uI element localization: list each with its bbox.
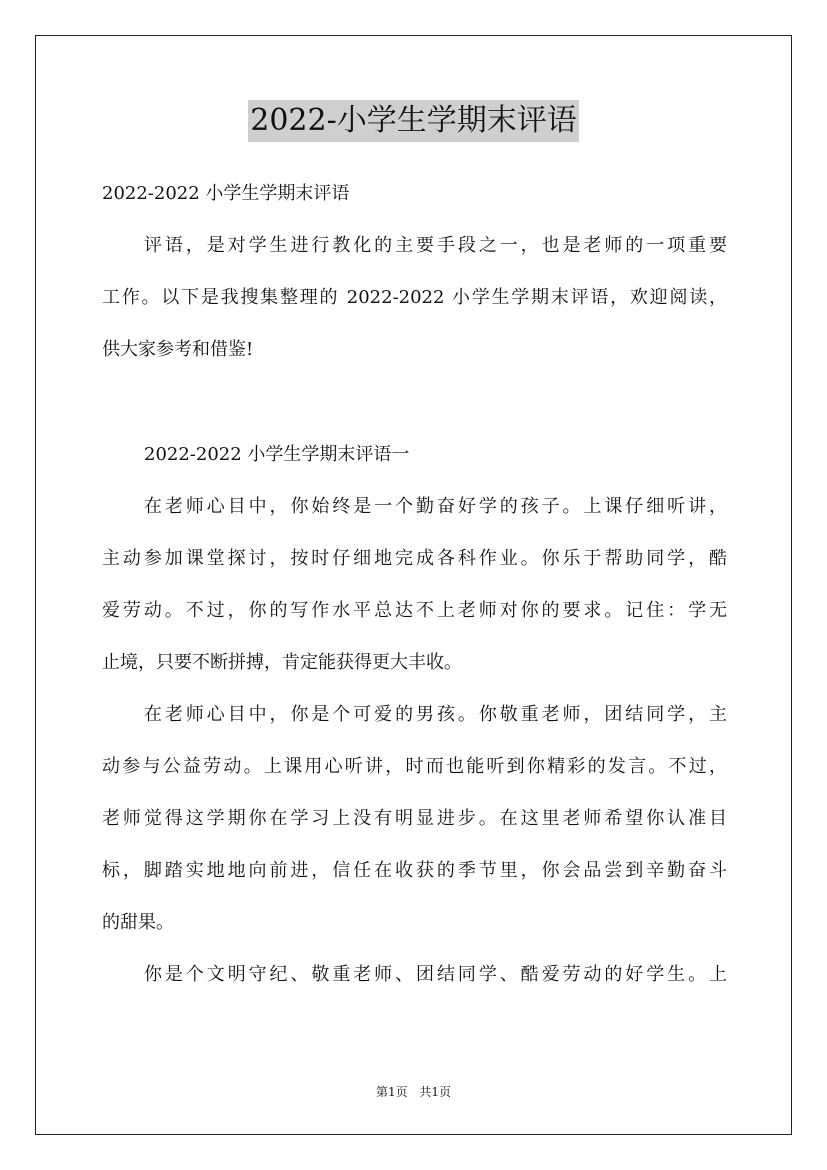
intro-line-3: 供大家参考和借鉴!	[102, 339, 254, 360]
section-heading: 2022-2022 小学生学期末评语一	[144, 444, 410, 465]
paragraph2-line-3: 老师觉得这学期你在学习上没有明显进步。在这里老师希望你认准目	[102, 808, 727, 829]
page-footer	[0, 1083, 827, 1100]
page-total: 共1页	[419, 1085, 452, 1099]
paragraph1-line-2: 主动参加课堂探讨，按时仔细地完成各科作业。你乐于帮助同学，酷	[102, 548, 727, 569]
page-number: 第1页	[375, 1085, 408, 1099]
document-body	[102, 178, 727, 1011]
spacer	[102, 386, 727, 439]
paragraph3-line-1: 你是个文明守纪、敬重老师、团结同学、酷爱劳动的好学生。上	[144, 964, 727, 985]
paragraph2-line-2: 动参与公益劳动。上课用心听讲，时而也能听到你精彩的发言。不过，	[102, 756, 727, 777]
title-wrap	[0, 100, 827, 142]
paragraph2-line-5: 的甜果。	[102, 912, 174, 933]
paragraph1-line-1: 在老师心目中，你始终是一个勤奋好学的孩子。上课仔细听讲，	[144, 496, 727, 517]
intro-line-2: 工作。以下是我搜集整理的 2022-2022 小学生学期末评语，欢迎阅读，	[102, 287, 727, 308]
paragraph1-line-3: 爱劳动。不过，你的写作水平总达不上老师对你的要求。记住：学无	[102, 600, 727, 621]
intro-line-1: 评语，是对学生进行教化的主要手段之一，也是老师的一项重要	[144, 235, 727, 256]
paragraph2-line-1: 在老师心目中，你是个可爱的男孩。你敬重老师，团结同学，主	[144, 704, 727, 725]
paragraph1-line-4: 止境，只要不断拼搏，肯定能获得更大丰收。	[102, 652, 462, 673]
document-title: 2022-小学生学期末评语	[248, 100, 578, 142]
document-subtitle: 2022-2022 小学生学期末评语	[102, 183, 350, 204]
paragraph2-line-4: 标，脚踏实地地向前进，信任在收获的季节里，你会品尝到辛勤奋斗	[102, 860, 727, 881]
